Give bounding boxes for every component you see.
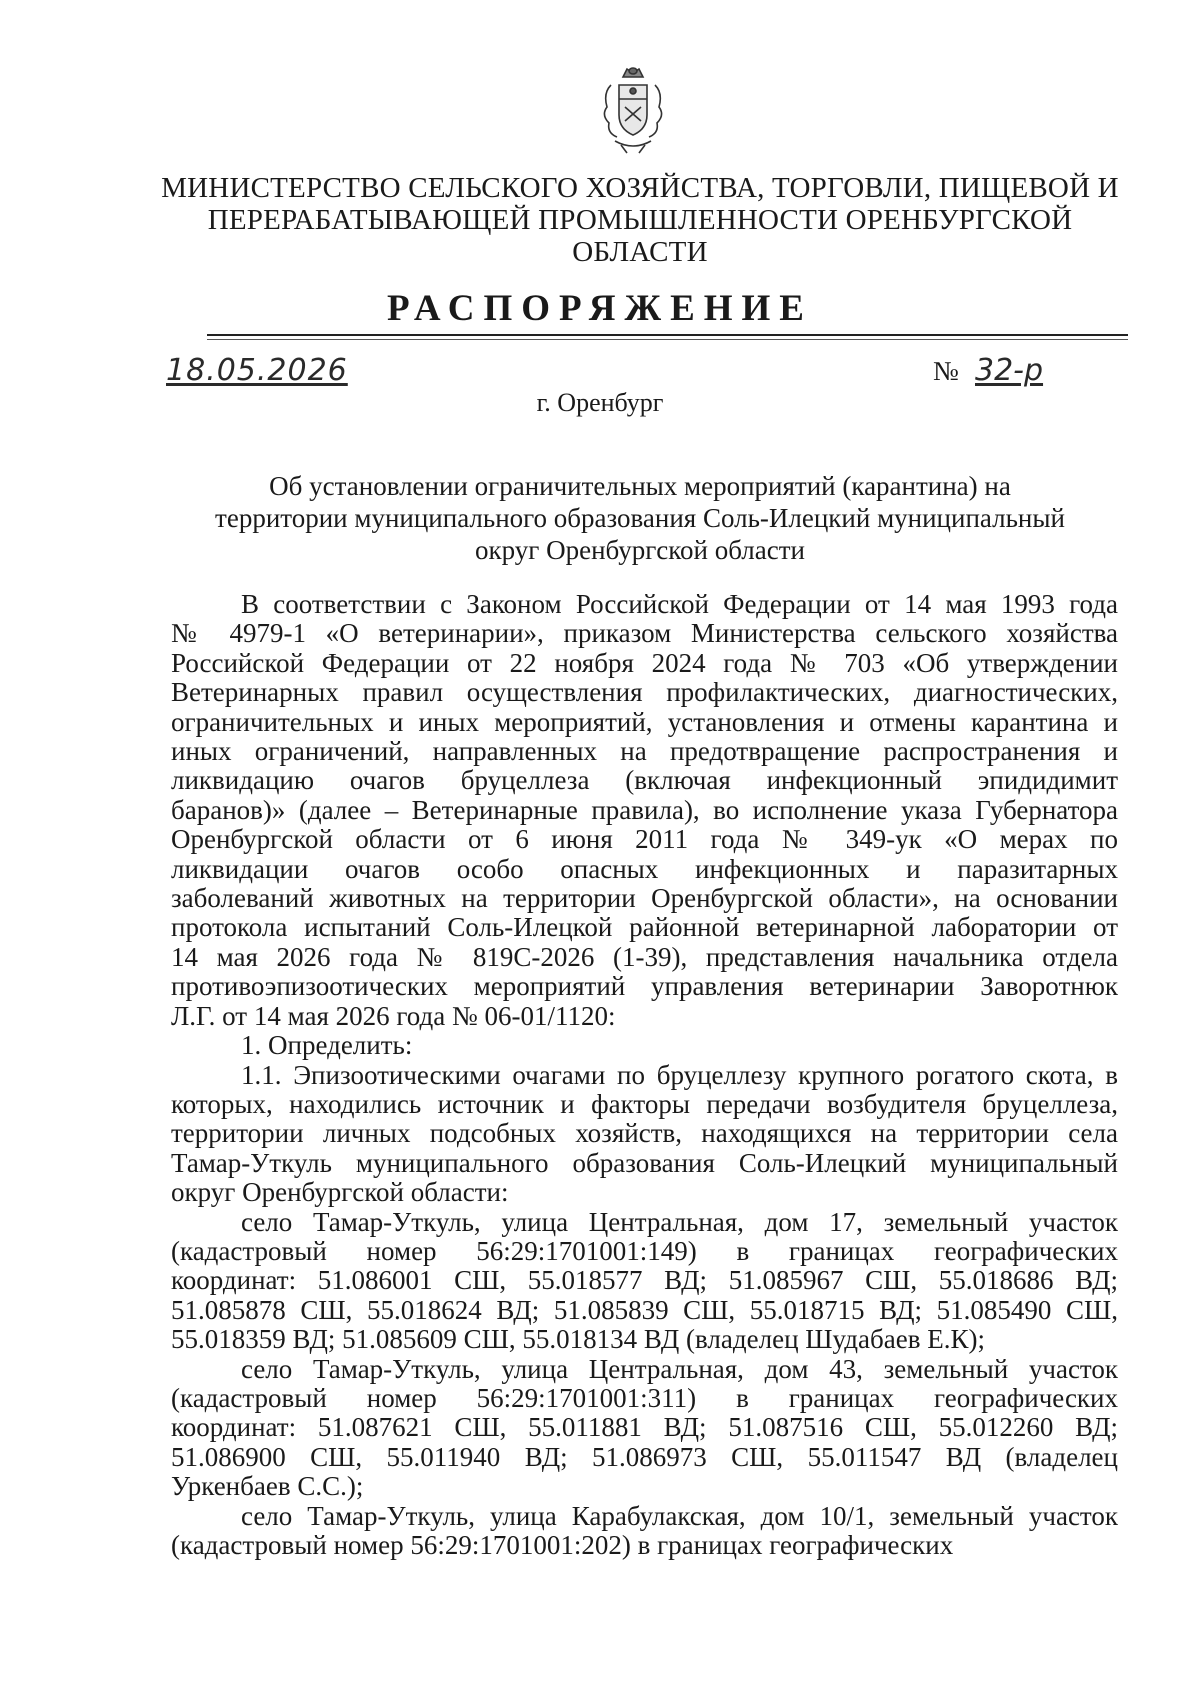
ministry-line-1: МИНИСТЕРСТВО СЕЛЬСКОГО ХОЗЯЙСТВА, ТОРГОВЛИ, ПИЩЕВОЙ И [161,172,1119,204]
handwritten-date: 18.05.2026 [166,353,348,388]
document-subject [150,470,1130,566]
number-label: № [933,356,959,386]
city-name: г. Оренбург [536,388,664,417]
header-divider-thin [207,339,1128,340]
ministry-line-2: ПЕРЕРАБАТЫВАЮЩЕЙ ПРОМЫШЛЕННОСТИ ОРЕНБУРГСКОЙ [207,204,1073,236]
paragraph-line: (кадастровый номер 56:29:1701001:202) в границах географических [171,1530,954,1560]
paragraph-line: координат: 51.086001 СШ, 55.018577 ВД; 51.085967 СШ, 55.018686 ВД; [171,1265,1118,1296]
paragraph-line: (кадастровый номер 56:29:1701001:149) в границах географических [171,1235,1118,1266]
coat-of-arms-icon [597,63,669,155]
paragraph-line: село Тамар-Уткуль, улица Карабулакская, дом 10/1, земельный участок [241,1500,1118,1531]
paragraph-line: село Тамар-Уткуль, улица Центральная, дом 17, земельный участок [241,1206,1118,1237]
paragraph-line: Ветеринарных правил осуществления профилактических, диагностических, [171,677,1118,708]
paragraph-line: ограничительных и иных мероприятий, установления и отмены карантина и [171,706,1118,737]
paragraph-line: которых, находились источник и факторы передачи возбудителя бруцеллеза, [171,1088,1118,1119]
document-body [171,590,1118,1560]
body-paragraph [171,1208,1118,1355]
paragraph-line: ликвидацию очагов бруцеллеза (включая инфекционный эпидидимит [171,765,1118,796]
paragraph-line: В соответствии с Законом Российской Федерации от 14 мая 1993 года [241,589,1118,619]
body-paragraph [171,1061,1118,1208]
paragraph-line: Уркенбаев С.С.); [171,1471,364,1502]
paragraph-line: Оренбургской области от 6 июня 2011 года № 349-ук «О мерах по [171,824,1118,855]
paragraph-line: 14 мая 2026 года № 819С-2026 (1-39), представления начальника отдела [171,941,1118,972]
paragraph-line: (кадастровый номер 56:29:1701001:311) в границах географических [171,1382,1118,1413]
paragraph-line: протокола испытаний Соль-Илецкой районной ветеринарной лаборатории от [171,912,1118,943]
paragraph-line: Л.Г. от 14 мая 2026 года № 06-01/1120: [171,1000,616,1031]
paragraph-line: координат: 51.087621 СШ, 55.011881 ВД; 51.087516 СШ, 55.012260 ВД; [171,1412,1118,1443]
paragraph-line: заболеваний животных на территории Оренбургской области», на основании [171,883,1118,914]
paragraph-line: Российской Федерации от 22 ноября 2024 года № 703 «Об утверждении [171,647,1118,678]
ministry-line-3: ОБЛАСТИ [572,236,708,268]
body-paragraph [171,1355,1118,1502]
paragraph-line: ликвидации очагов особо опасных инфекционных и паразитарных [171,853,1118,884]
header-divider [207,334,1128,336]
paragraph-line: Тамар-Уткуль муниципального образования Соль-Илецкий муниципальный [171,1147,1118,1178]
paragraph-line: № 4979-1 «О ветеринарии», приказом Министерства сельского хозяйства [171,618,1118,649]
paragraph-line: 1.1. Эпизоотическими очагами по бруцеллезу крупного рогатого скота, в [241,1059,1118,1090]
subject-line-1: Об установлении ограничительных мероприятий (карантина) на [269,471,1011,501]
paragraph-line: 51.086900 СШ, 55.011940 ВД; 51.086973 СШ, 55.011547 ВД (владелец [171,1441,1118,1472]
paragraph-line: 51.085878 СШ, 55.018624 ВД; 51.085839 СШ, 55.018715 ВД; 51.085490 СШ, [171,1294,1118,1325]
body-paragraph [171,590,1118,1031]
paragraph-line: 55.018359 ВД; 51.085609 СШ, 55.018134 ВД (владелец Шудабаев Е.К); [171,1324,985,1355]
subject-line-2: территории муниципального образования Соль-Илецкий муниципальный [215,503,1065,533]
document-type-title: РАСПОРЯЖЕНИЕ [386,288,813,329]
paragraph-line: округ Оренбургской области: [171,1177,509,1208]
body-paragraph [171,1031,1118,1060]
paragraph-line: баранов)» (далее – Ветеринарные правила), во исполнение указа Губернатора [171,794,1118,825]
ministry-name [150,172,1130,268]
paragraph-line: противоэпизоотических мероприятий управления ветеринарии Заворотнюк [171,971,1118,1002]
body-paragraph [171,1502,1118,1561]
paragraph-line: село Тамар-Уткуль, улица Центральная, дом 43, земельный участок [241,1353,1118,1384]
paragraph-line: иных ограничений, направленных на предотвращение распространения и [171,736,1118,767]
paragraph-line: территории личных подсобных хозяйств, находящихся на территории села [171,1118,1118,1149]
handwritten-number: 32-р [975,353,1044,388]
subject-line-3: округ Оренбургской области [475,535,805,565]
paragraph-line: 1. Определить: [241,1030,413,1061]
